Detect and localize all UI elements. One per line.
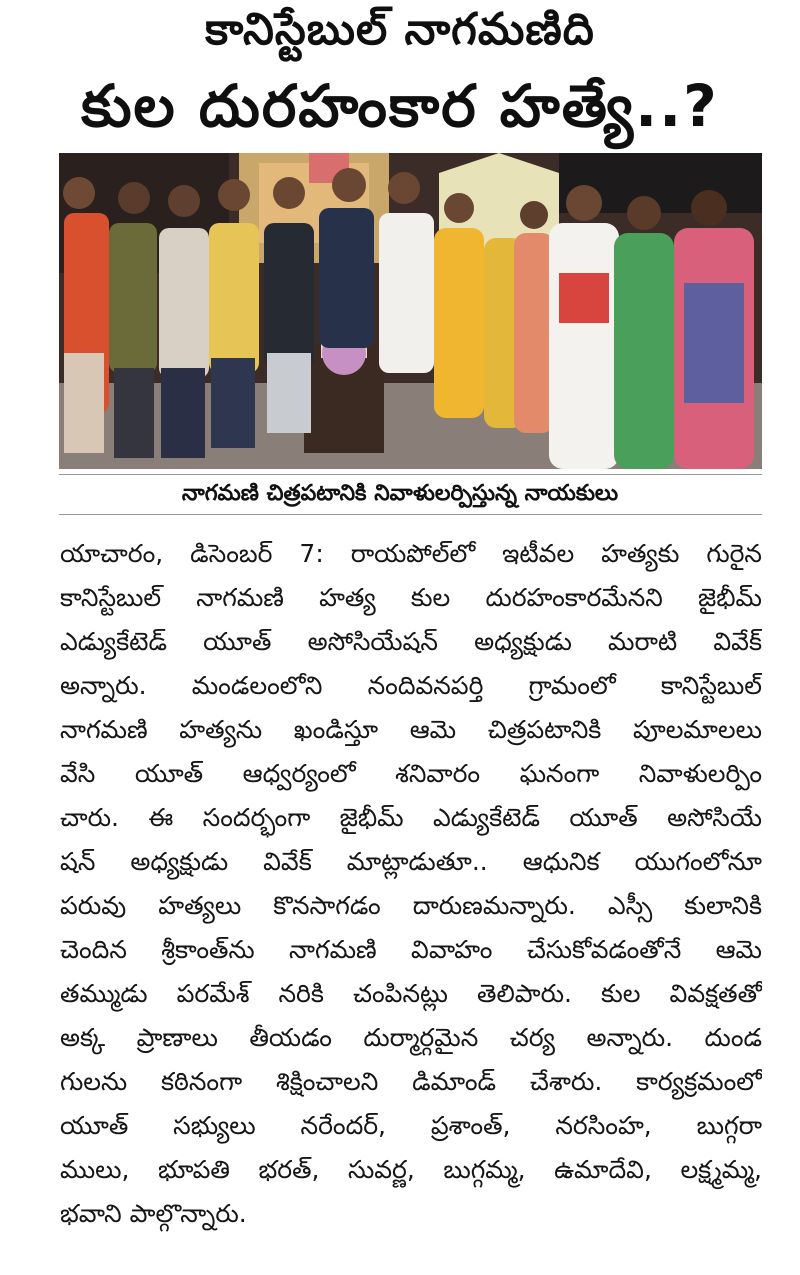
article-line: ఎడ్యుకేటెడ్ యూత్ అసోసియేషన్ అధ్యక్షుడు మరాటి వివేక్ bbox=[60, 627, 762, 656]
article-line: యాచారం, డిసెంబర్ 7: రాయపోల్‌లో ఇటీవల హత్యకు గురైన bbox=[60, 539, 762, 568]
article-line: వేసి యూత్ ఆధ్వర్యంలో శనివారం ఘనంగా నివాళులర్పిం bbox=[60, 759, 762, 788]
article-line: పరువు హత్యలు కొనసాగడం దారుణమన్నారు. ఎస్సీ కులానికి bbox=[60, 891, 762, 920]
article-line: ములు, భూపతి భరత్, సువర్ణ, బుగ్గమ్మ, ఉమాదేవి, లక్ష్మమ్మ, bbox=[60, 1155, 762, 1184]
article-line: భవాని పాల్గొన్నారు. bbox=[60, 1199, 247, 1228]
article-line: కానిస్టేబుల్ నాగమణి హత్య కుల దురహంకారమేనని జైభీమ్ bbox=[60, 583, 762, 612]
article-line: అన్నారు. మండలంలోని నందివనపర్తి గ్రామంలో కానిస్టేబుల్ bbox=[60, 671, 762, 700]
article-line: చెందిన శ్రీకాంత్‌ను నాగమణి వివాహం చేసుకోవడంతోనే ఆమె bbox=[60, 935, 762, 964]
article-line: నాగమణి హత్యను ఖండిస్తూ ఆమె చిత్రపటానికి పూలమాలలు bbox=[60, 715, 762, 744]
group-photo bbox=[59, 153, 762, 469]
article-line: తమ్ముడు పరమేశ్ నరికి చంపినట్లు తెలిపారు. కుల వివక్షతతో bbox=[60, 979, 762, 1008]
article-line: యూత్ సభ్యులు నరేందర్, ప్రశాంత్, నరసింహ, బుగ్గరా bbox=[60, 1111, 762, 1140]
caption-top-rule bbox=[59, 474, 762, 475]
photo-caption: నాగమణి చిత్రపటానికి నివాళులర్పిస్తున్న నాయకులు bbox=[181, 481, 619, 506]
article-line: గులను కఠినంగా శిక్షించాలని డిమాండ్ చేశారు. కార్యక్రమంలో bbox=[60, 1067, 762, 1096]
article-line: చారు. ఈ సందర్భంగా జైభీమ్ ఎడ్యుకేటెడ్ యూత్ అసోసియే bbox=[60, 803, 762, 832]
group-photo-image bbox=[59, 153, 762, 469]
article-line: షన్ అధ్యక్షుడు వివేక్ మాట్లాడుతూ.. ఆధునిక యుగంలోనూ bbox=[60, 847, 762, 876]
article-body bbox=[60, 532, 762, 1236]
caption-bottom-rule bbox=[59, 514, 762, 515]
article-line: అక్క ప్రాణాలు తీయడం దుర్మార్గమైన చర్య అన్నారు. దుండ bbox=[60, 1023, 762, 1052]
headline-line-1: కానిస్టేబుల్ నాగమణిది bbox=[205, 4, 595, 55]
headline-line-2: కుల దురహంకార హత్యే..? bbox=[81, 72, 719, 140]
